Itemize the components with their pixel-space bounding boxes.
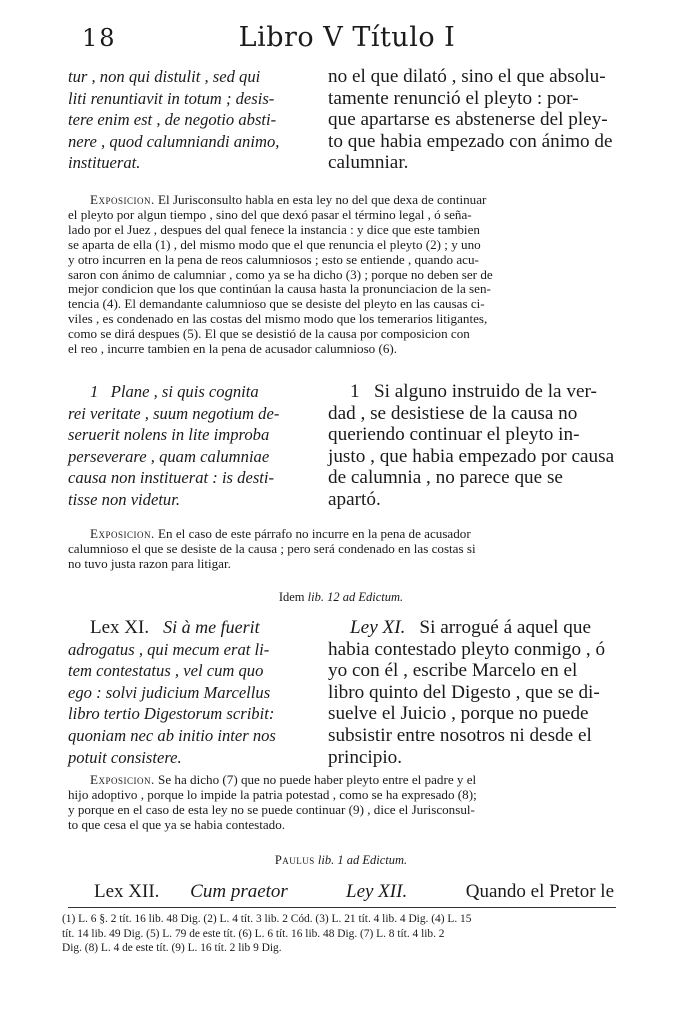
latin-line: tisse non videtur.	[68, 489, 180, 509]
footnote-line: tít. 14 lib. 49 Dig. (5) L. 79 de este tít. (6) L. 6 tít. 16 lib. 48 Dig. (7) L. 8 tít. 4 lib. 2	[62, 927, 445, 940]
latin-line: libro tertio Digestorum scribit:	[68, 704, 275, 724]
spanish-line: apartó.	[328, 488, 381, 510]
spanish-line: suelve el Juicio , porque no puede	[328, 703, 589, 725]
latin-line: instituerat.	[68, 153, 141, 173]
latin-line: tere enim est , de negotio absti-	[68, 110, 277, 130]
exposicion-label: Exposicion.	[90, 772, 155, 787]
spanish-line: de calumnia , no parece que se	[328, 467, 563, 489]
spanish-line: subsistir entre nosotros ni desde el	[328, 724, 592, 746]
latin-line: rei veritate , suum negotium de-	[68, 403, 280, 423]
spanish-line: libro quinto del Digesto , que se di-	[328, 681, 600, 703]
law-number: Ley XI.	[350, 617, 406, 638]
source-citation-2	[0, 853, 682, 868]
latin-line: adrogatus , qui mecum erat li-	[68, 639, 270, 659]
exposicion-line: y porque en el caso de esta ley no se puede continuar (9) , dice el Jurisconsul-	[68, 801, 475, 817]
latin-line: tem contestatus , vel cum quo	[68, 661, 264, 681]
page-header	[82, 22, 612, 56]
source-author: Paulus	[274, 853, 315, 867]
spanish-line: 1 Si alguno instruido de la ver-	[350, 381, 597, 402]
law-number: Ley XII.	[346, 881, 408, 902]
latin-line: ego : solvi judicium Marcellus	[68, 682, 271, 702]
footnote-rule	[68, 907, 616, 908]
latin-column	[68, 66, 306, 174]
exposicion-line: hijo adoptivo , porque lo impide la patria potestad , como se ha expresado (8);	[68, 786, 477, 802]
exposicion-line: to que cesa el que ya se habia contestado.	[68, 816, 286, 832]
footnotes	[62, 912, 618, 956]
spanish-line: habia contestado pleyto conmigo , ó	[328, 638, 606, 660]
page-number: 18	[82, 24, 117, 52]
exposicion-line: mejor condicion que los que continúan la causa hasta la pronunciacion de la sen-	[68, 281, 491, 297]
law-number: Lex XI.	[90, 617, 150, 638]
spanish-column	[328, 381, 616, 511]
spanish-line: principio.	[328, 746, 403, 768]
spanish-line: yo con él , escribe Marcelo en el	[328, 660, 578, 682]
source-reference: lib. 12 ad Edictum.	[307, 590, 404, 604]
latin-line: liti renuntiavit in totum ; desis-	[68, 88, 275, 108]
parallel-text-block-3	[68, 617, 616, 769]
latin-line: potuit consistere.	[68, 747, 182, 767]
exposicion-line: viles , es condenado en las costas del mismo modo que los temerarios litigantes,	[68, 311, 488, 327]
parallel-text-block-1	[68, 66, 616, 178]
exposicion-line: y otro incurren en la pena de reos calumniosos ; esto se entiende , quando acu-	[68, 251, 479, 267]
exposicion-line: el reo , incurre tambien en la pena de acusador calumnioso (6).	[68, 341, 398, 357]
latin-line: nere , quod calumniandi animo,	[68, 131, 280, 151]
latin-line: quoniam nec ab initio inter nos	[68, 725, 276, 745]
exposicion-label: Exposicion.	[90, 526, 155, 541]
footnote-line: (1) L. 6 §. 2 tít. 16 lib. 48 Dig. (2) L. 4 tít. 3 lib. 2 Cód. (3) L. 21 tít. 4 lib. 4 Dig. (4) L. 15	[62, 913, 472, 925]
latin-line: perseverare , quam calumniae	[68, 446, 270, 466]
spanish-line: Ley XII. Quando el Pretor le	[346, 881, 614, 902]
running-title: Libro V Título I	[238, 22, 456, 53]
latin-line: causa non instituerat : is desti-	[68, 468, 275, 488]
latin-line: Lex XI. Si à me fuerit	[90, 617, 260, 638]
source-author: Idem	[278, 590, 305, 604]
parallel-text-block-2	[68, 381, 616, 513]
latin-line: Lex XII. Cum praetor	[94, 881, 288, 902]
exposicion-line: lado por el Juez , despues del qual fenece la instancia : y dice que este tambien	[68, 221, 480, 237]
exposicion-line: Exposicion. El Jurisconsulto habla en esta ley no del que dexa de continuar	[90, 192, 487, 207]
exposicion-paragraph-1	[68, 193, 616, 357]
exposicion-line: calumnioso el que se desiste de la causa ; pero será condenado en las costas si	[68, 540, 476, 556]
exposicion-label: Exposicion.	[90, 192, 155, 207]
exposicion-line: saron con ánimo de calumniar , como ya se ha dicho (3) ; porque no deben ser de	[68, 266, 493, 282]
spanish-column	[328, 66, 616, 174]
latin-line: tur , non qui distulit , sed qui	[68, 67, 261, 86]
spanish-line: Ley XI. Si arrogué á aquel que	[350, 617, 591, 638]
exposicion-paragraph-3	[68, 773, 616, 833]
spanish-line: calumniar.	[328, 152, 409, 174]
law-number: Lex XII.	[94, 881, 160, 902]
exposicion-line: como se dirá despues (5). El que se desistió de la causa por composicion con	[68, 326, 470, 342]
latin-line: seruerit nolens in lite improba	[68, 425, 270, 445]
spanish-line: que apartarse es abstenerse del pley-	[328, 109, 608, 131]
exposicion-line: se aparta de ella (1) , del mismo modo que el que renuncia el pleyto (2) ; y uno	[68, 236, 481, 252]
exposicion-line: el pleyto por algun tiempo , sino del que dexó pasar el término legal , ó seña-	[68, 206, 472, 222]
spanish-line: to que habia empezado con ánimo de	[328, 130, 613, 152]
spanish-line: tamente renunció el pleyto : por-	[328, 87, 579, 109]
exposicion-paragraph-2	[68, 527, 616, 572]
exposicion-line: Exposicion. Se ha dicho (7) que no puede haber pleyto entre el padre y el	[90, 772, 477, 787]
source-reference: lib. 1 ad Edictum.	[317, 853, 408, 867]
exposicion-line: no tuvo justa razon para litigar.	[68, 555, 231, 571]
latin-column	[68, 617, 306, 768]
spanish-line: justo , que habia empezado por causa	[328, 445, 615, 467]
spanish-line: dad , se desistiese de la causa no	[328, 402, 578, 424]
spanish-line: no el que dilató , sino el que absolu-	[328, 66, 606, 87]
latin-line: 1 Plane , si quis cognita	[90, 382, 259, 401]
latin-column	[68, 381, 306, 511]
spanish-line: queriendo continuar el pleyto in-	[328, 424, 580, 446]
exposicion-line: tencia (4). El demandante calumnioso que se desiste del pleyto en las causas ci-	[68, 296, 485, 312]
spanish-column	[328, 617, 616, 768]
footnote-line: Dig. (8) L. 4 de este tít. (9) L. 16 tít. 2 lib 9 Dig.	[62, 942, 282, 954]
source-citation-1	[0, 590, 682, 605]
exposicion-line: Exposicion. En el caso de este párrafo no incurre en la pena de acusador	[90, 526, 471, 541]
